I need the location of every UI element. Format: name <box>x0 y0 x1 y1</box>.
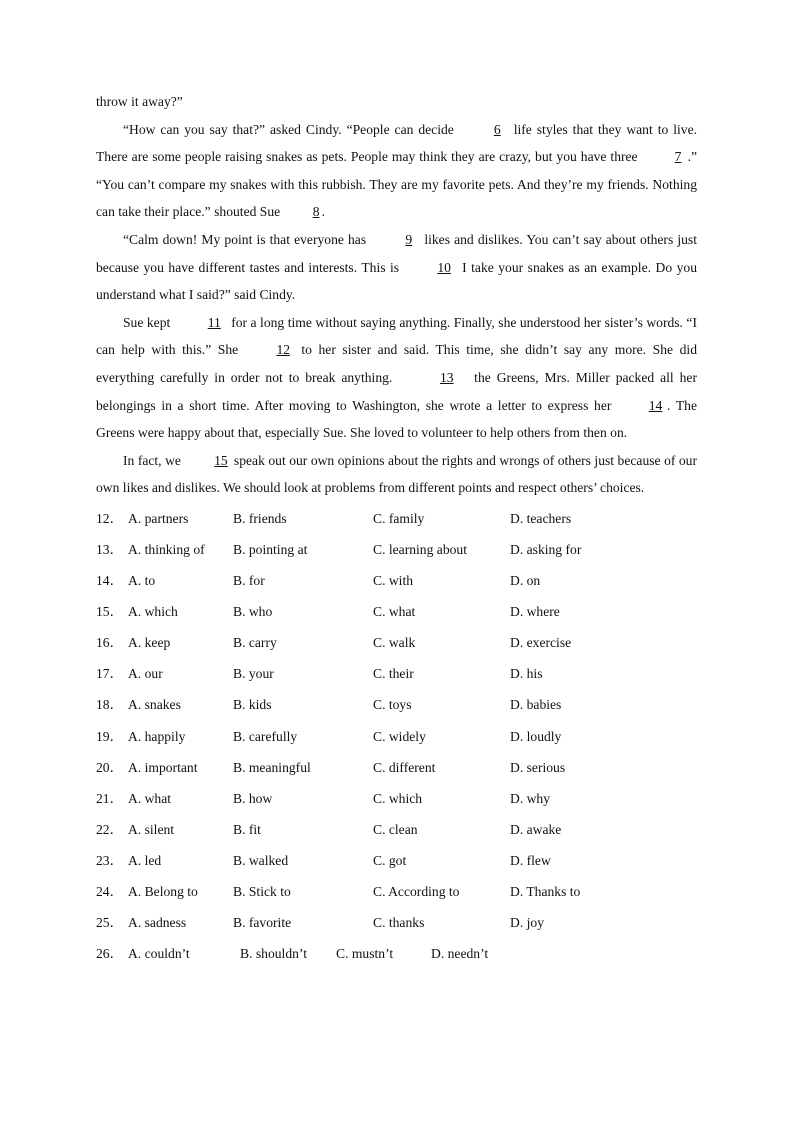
option-b: B. for <box>233 573 265 589</box>
option-c: C. toys <box>373 697 412 713</box>
option-d: D. his <box>510 666 543 682</box>
option-c: C. thanks <box>373 915 425 931</box>
option-d: D. Thanks to <box>510 884 581 900</box>
text-run: life styles that they want to live. There are some people raising snakes as pets. People may think they are crazy, but you have three <box>96 121 697 165</box>
option-a: A. Belong to <box>128 884 198 900</box>
option-c: C. clean <box>373 821 418 837</box>
text-run: . The Greens were happy about that, especially Sue. She loved to volunteer to help others from then on. <box>96 397 697 441</box>
text-run: .” “You can’t compare my snakes with this rubbish. They are my favorite pets. And they’re my friends. Nothing can take their place.” shouted Sue <box>96 149 697 220</box>
question-number: 13． <box>96 542 124 557</box>
option-b: B. shouldn’t <box>240 946 307 962</box>
blank-13: 13 <box>439 369 454 385</box>
option-b: B. who <box>233 604 273 620</box>
blank-11: 11 <box>207 314 221 330</box>
option-a: A. silent <box>128 821 175 837</box>
option-a: A. snakes <box>128 697 181 713</box>
option-d: D. why <box>510 790 551 806</box>
answer-options <box>96 503 697 969</box>
option-a: A. happily <box>128 728 186 744</box>
blank-10: 10 <box>437 259 451 275</box>
blank-14: 14 <box>648 397 663 413</box>
question-number: 17． <box>96 666 124 682</box>
option-a: A. sadness <box>128 915 187 931</box>
question-26 <box>96 938 697 969</box>
question-number: 12． <box>96 510 124 526</box>
passage-paragraph-2 <box>96 226 697 309</box>
option-d: D. awake <box>510 821 562 837</box>
question-number: 23． <box>96 852 124 868</box>
option-d: D. joy <box>510 915 544 931</box>
option-b: B. favorite <box>233 915 292 931</box>
option-d: D. flew <box>510 852 551 868</box>
option-a: A. thinking of <box>128 542 205 557</box>
question-number: 25． <box>96 915 124 931</box>
option-a: A. which <box>128 604 178 620</box>
option-c: C. family <box>373 510 425 526</box>
question-25 <box>96 907 697 938</box>
question-number: 22． <box>96 821 124 837</box>
option-d: D. serious <box>510 759 566 775</box>
text-run: the Greens, Mrs. Miller packed all her belongings in a short time. After moving to Washington, she wrote a letter to express her <box>96 369 697 413</box>
option-b: B. fit <box>233 821 261 837</box>
option-d: D. needn’t <box>431 946 489 962</box>
option-c: C. got <box>373 852 407 868</box>
option-a: A. led <box>128 852 162 868</box>
text-run: Sue kept <box>123 314 174 330</box>
passage-paragraph-4 <box>96 447 697 502</box>
text-run: “How can you say that?” asked Cindy. “People can decide <box>123 121 459 137</box>
option-b: B. your <box>233 666 274 682</box>
question-14 <box>96 565 697 596</box>
option-a: A. couldn’t <box>128 946 190 962</box>
question-number: 19． <box>96 728 124 744</box>
option-c: C. mustn’t <box>336 946 394 962</box>
blank-15: 15 <box>214 452 228 468</box>
question-12 <box>96 503 697 534</box>
option-a: A. keep <box>128 635 171 651</box>
option-b: B. pointing at <box>233 542 308 557</box>
question-18 <box>96 689 697 720</box>
question-number: 16． <box>96 635 124 651</box>
question-20 <box>96 752 697 783</box>
question-number: 20． <box>96 759 124 775</box>
question-number: 21． <box>96 790 124 806</box>
question-13 <box>96 534 697 565</box>
document-page <box>96 88 697 969</box>
option-b: B. meaningful <box>233 759 311 775</box>
option-d: D. loudly <box>510 728 562 744</box>
question-23 <box>96 845 697 876</box>
option-a: A. important <box>128 759 198 775</box>
option-b: B. carefully <box>233 728 298 744</box>
text-run: “Calm down! My point is that everyone has <box>123 231 371 247</box>
option-a: A. what <box>128 790 172 806</box>
text-run: for a long time without saying anything. Finally, she understood her sister’s words. “I can help with this.” She <box>96 314 697 358</box>
blank-12: 12 <box>276 342 291 358</box>
option-c: C. their <box>373 666 414 682</box>
text-run: I take your snakes as an example. Do you understand what I said?” said Cindy. <box>96 259 697 303</box>
question-15 <box>96 596 697 627</box>
text-run: to her sister and said. This time, she didn’t say any more. She did everything carefully in order not to break anything. <box>96 342 697 385</box>
text-run: likes and dislikes. You can’t say about others just because you have different tastes and interests. This is <box>96 231 697 275</box>
option-c: C. widely <box>373 728 426 744</box>
option-d: D. where <box>510 604 560 620</box>
option-b: B. walked <box>233 852 289 868</box>
question-21 <box>96 783 697 814</box>
text-run: In fact, we <box>123 452 185 468</box>
passage-paragraph-0: throw it away?” <box>96 94 183 109</box>
passage-paragraph-3 <box>96 309 697 447</box>
option-c: C. what <box>373 604 416 620</box>
blank-7: 7 <box>674 149 682 165</box>
question-number: 14． <box>96 573 124 589</box>
passage-paragraph-1 <box>96 116 697 226</box>
text-run: speak out our own opinions about the rights and wrongs of others just because of our own likes and dislikes. We should look at problems from different points and respect others’ choices. <box>96 452 697 496</box>
question-number: 26． <box>96 946 124 962</box>
option-c: C. According to <box>373 884 460 900</box>
option-b: B. Stick to <box>233 884 291 900</box>
option-d: D. on <box>510 573 541 589</box>
question-number: 18． <box>96 697 124 713</box>
option-d: D. teachers <box>510 510 572 526</box>
question-16 <box>96 627 697 658</box>
option-c: C. which <box>373 790 423 806</box>
question-19 <box>96 721 697 752</box>
option-c: C. with <box>373 573 414 589</box>
option-a: A. partners <box>128 510 189 526</box>
option-a: A. to <box>128 573 156 589</box>
question-24 <box>96 876 697 907</box>
text-run: . <box>321 204 325 220</box>
option-b: B. friends <box>233 510 287 526</box>
blank-6: 6 <box>493 121 501 137</box>
option-a: A. our <box>128 666 163 682</box>
question-17 <box>96 658 697 689</box>
blank-8: 8 <box>312 204 320 220</box>
option-d: D. asking for <box>510 542 582 557</box>
option-c: C. learning about <box>373 542 468 557</box>
question-number: 24． <box>96 884 124 900</box>
option-b: B. how <box>233 790 273 806</box>
option-d: D. exercise <box>510 635 572 651</box>
option-c: C. different <box>373 759 436 775</box>
option-b: B. kids <box>233 697 272 713</box>
question-22 <box>96 814 697 845</box>
option-c: C. walk <box>373 635 416 651</box>
option-d: D. babies <box>510 697 562 713</box>
blank-9: 9 <box>405 231 413 247</box>
question-number: 15． <box>96 604 124 620</box>
option-b: B. carry <box>233 635 277 651</box>
